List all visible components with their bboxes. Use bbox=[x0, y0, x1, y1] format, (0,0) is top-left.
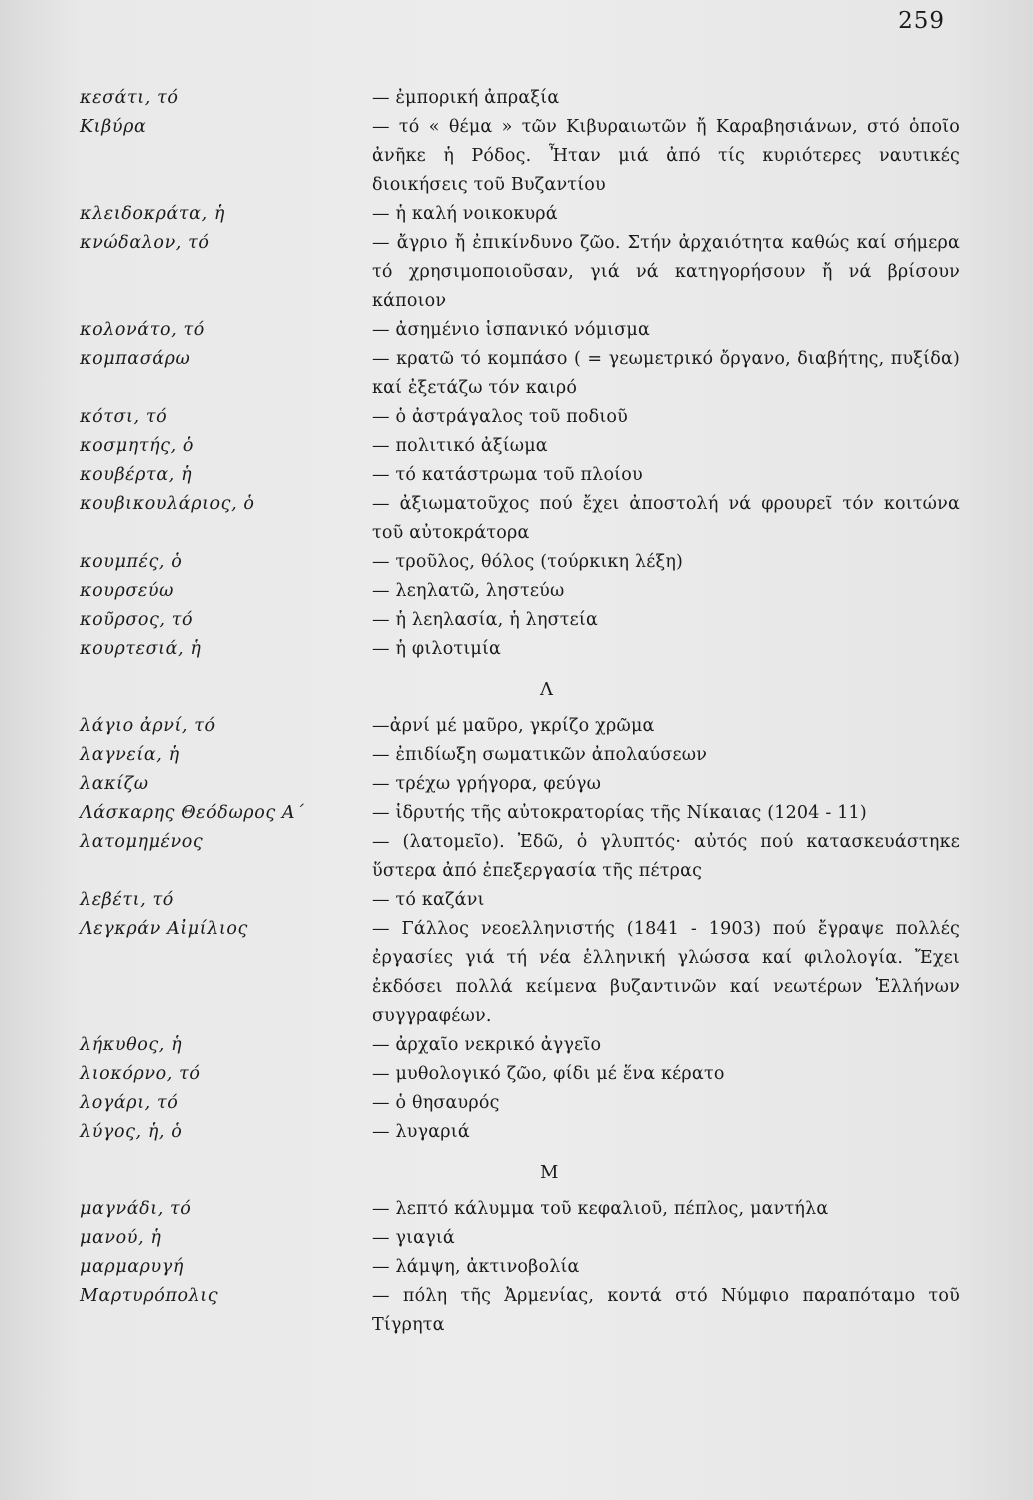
entry-term: κομπασάρω bbox=[80, 349, 191, 369]
entry-definition: — λεηλατῶ, ληστεύω bbox=[372, 581, 565, 601]
entry-definition: — Γάλλος νεοελληνιστής (1841 - 1903) πού ἔγραψε πολλές ἐργασίες γιά τή νέα ἑλληνική γλώσσα καί φιλολογία. Ἔχει ἐκδόσει πολλά κείμενα βυζαντινῶν καί νεωτέρων Ἑλλήνων συγγραφέων. bbox=[372, 919, 960, 1026]
entry-definition: — (λατομεῖο). Ἐδῶ, ὁ γλυπτός· αὐτός πού κατασκευάστηκε ὕστερα ἀπό ἐπεξεργασία τῆς πέτρας bbox=[372, 832, 960, 881]
entry-definition: — λεπτό κάλυμμα τοῦ κεφαλιοῦ, πέπλος, μαντήλα bbox=[372, 1199, 829, 1219]
glossary-entry bbox=[80, 113, 960, 200]
glossary-entry bbox=[80, 712, 960, 741]
glossary-entry bbox=[80, 200, 960, 229]
entry-definition: — ἱδρυτής τῆς αὐτοκρατορίας τῆς Νίκαιας (1204 - 11) bbox=[372, 803, 867, 823]
entry-definition: — πόλη τῆς Ἀρμενίας, κοντά στό Νύμφιο παραπόταμο τοῦ Τίγρητα bbox=[372, 1286, 960, 1335]
entry-definition: — γιαγιά bbox=[372, 1228, 455, 1248]
entry-term: κεσάτι, τό bbox=[80, 88, 179, 108]
page-number: 259 bbox=[898, 8, 945, 34]
entry-term: λαγνεία, ἡ bbox=[80, 745, 180, 765]
entry-term: κουβικουλάριος, ὁ bbox=[80, 494, 255, 514]
glossary-entry bbox=[80, 1224, 960, 1253]
glossary-entry bbox=[80, 84, 960, 113]
glossary-entry bbox=[80, 316, 960, 345]
glossary-entry bbox=[80, 229, 960, 316]
entry-term: λήκυθος, ἡ bbox=[80, 1035, 183, 1055]
entry-term: λεβέτι, τό bbox=[80, 890, 174, 910]
entry-definition: — ἀξιωματοῦχος πού ἔχει ἀποστολή νά φρουρεῖ τόν κοιτώνα τοῦ αὐτοκράτορα bbox=[372, 494, 960, 543]
entry-term: λακίζω bbox=[80, 774, 149, 794]
glossary-entry bbox=[80, 345, 960, 403]
entry-term: κνώδαλον, τό bbox=[80, 233, 210, 253]
entry-term: κότσι, τό bbox=[80, 407, 168, 427]
entry-definition: — ἡ λεηλασία, ἡ ληστεία bbox=[372, 610, 599, 630]
entry-term: κουρσεύω bbox=[80, 581, 174, 601]
glossary-entry bbox=[80, 915, 960, 1031]
entry-definition: — ἡ φιλοτιμία bbox=[372, 639, 502, 659]
glossary-entry bbox=[80, 1195, 960, 1224]
entry-definition: — τροῦλος, θόλος (τούρκικη λέξη) bbox=[372, 552, 684, 572]
entry-term: λιοκόρνο, τό bbox=[80, 1064, 201, 1084]
entry-definition: — κρατῶ τό κομπάσο ( = γεωμετρικό ὄργανο, διαβήτης, πυξίδα) καί ἐξετάζω τόν καιρό bbox=[372, 349, 960, 398]
glossary-entry bbox=[80, 1253, 960, 1282]
glossary-group-lambda bbox=[80, 712, 960, 1147]
entry-definition: — μυθολογικό ζῶο, φίδι μέ ἕνα κέρατο bbox=[372, 1064, 725, 1084]
glossary-entry bbox=[80, 461, 960, 490]
entry-definition: — ἐμπορική ἀπραξία bbox=[372, 88, 560, 108]
entry-definition: — τό κατάστρωμα τοῦ πλοίου bbox=[372, 465, 643, 485]
entry-term: κουβέρτα, ἡ bbox=[80, 465, 193, 485]
glossary-entry bbox=[80, 432, 960, 461]
glossary-entries bbox=[80, 84, 960, 1340]
glossary-entry bbox=[80, 490, 960, 548]
entry-term: μανού, ἡ bbox=[80, 1228, 162, 1248]
entry-definition: — ἐπιδίωξη σωματικῶν ἀπολαύσεων bbox=[372, 745, 708, 765]
entry-definition: —ἀρνί μέ μαῦρο, γκρίζο χρῶμα bbox=[372, 716, 655, 736]
entry-definition: — λάμψη, ἀκτινοβολία bbox=[372, 1257, 580, 1277]
section-letter-mu: Μ bbox=[540, 1162, 559, 1183]
glossary-entry bbox=[80, 1118, 960, 1147]
entry-term: κλειδοκράτα, ἡ bbox=[80, 204, 225, 224]
glossary-group-mu bbox=[80, 1195, 960, 1340]
glossary-entry bbox=[80, 1282, 960, 1340]
entry-term: μαγνάδι, τό bbox=[80, 1199, 192, 1219]
glossary-entry bbox=[80, 635, 960, 664]
entry-term: λύγος, ἡ, ὁ bbox=[80, 1122, 183, 1142]
entry-definition: — πολιτικό ἀξίωμα bbox=[372, 436, 548, 456]
entry-term: κοῦρσος, τό bbox=[80, 610, 194, 630]
entry-term: Λεγκράν Αἰμίλιος bbox=[80, 919, 248, 939]
glossary-entry bbox=[80, 886, 960, 915]
glossary-entry bbox=[80, 770, 960, 799]
glossary-entry bbox=[80, 1060, 960, 1089]
glossary-entry bbox=[80, 606, 960, 635]
entry-definition: — ὁ θησαυρός bbox=[372, 1093, 500, 1113]
entry-definition: — ἀσημένιο ἱσπανικό νόμισμα bbox=[372, 320, 650, 340]
glossary-entry bbox=[80, 799, 960, 828]
glossary-entry bbox=[80, 548, 960, 577]
entry-term: μαρμαρυγή bbox=[80, 1257, 184, 1277]
glossary-group-kappa bbox=[80, 84, 960, 664]
glossary-entry bbox=[80, 741, 960, 770]
glossary-entry bbox=[80, 403, 960, 432]
entry-definition: — ἀρχαῖο νεκρικό ἀγγεῖο bbox=[372, 1035, 602, 1055]
entry-definition: — ὁ ἀστράγαλος τοῦ ποδιοῦ bbox=[372, 407, 629, 427]
entry-term: κουρτεσιά, ἡ bbox=[80, 639, 202, 659]
glossary-entry bbox=[80, 577, 960, 606]
entry-term: λάγιο ἀρνί, τό bbox=[80, 716, 216, 736]
entry-definition: — ἄγριο ἤ ἐπικίνδυνο ζῶο. Στήν ἀρχαιότητα καθώς καί σήμερα τό χρησιμοποιοῦσαν, γιά νά κατηγορήσουν ἤ νά βρίσουν κάποιον bbox=[372, 233, 960, 311]
entry-definition: — ἡ καλή νοικοκυρά bbox=[372, 204, 558, 224]
glossary-entry bbox=[80, 1031, 960, 1060]
entry-definition: — τό καζάνι bbox=[372, 890, 485, 910]
entry-term: λατομημένος bbox=[80, 832, 204, 852]
entry-term: Κιβύρα bbox=[80, 117, 147, 137]
glossary-entry bbox=[80, 1089, 960, 1118]
entry-definition: — τρέχω γρήγορα, φεύγω bbox=[372, 774, 602, 794]
glossary-entry bbox=[80, 828, 960, 886]
entry-definition: — τό « θέμα » τῶν Κιβυραιωτῶν ἤ Καραβησιάνων, στό ὁποῖο ἀνῆκε ἡ Ρόδος. Ἦταν μιά ἀπό τίς κυριότερες ναυτικές διοικήσεις τοῦ Βυζαντίου bbox=[372, 117, 960, 195]
entry-definition: — λυγαριά bbox=[372, 1122, 470, 1142]
entry-term: κολονάτο, τό bbox=[80, 320, 205, 340]
entry-term: κουμπές, ὁ bbox=[80, 552, 183, 572]
entry-term: Μαρτυρόπολις bbox=[80, 1286, 219, 1306]
entry-term: λογάρι, τό bbox=[80, 1093, 179, 1113]
section-letter-lambda: Λ bbox=[540, 679, 553, 700]
entry-term: Λάσκαρης Θεόδωρος Α΄ bbox=[80, 803, 305, 823]
entry-term: κοσμητής, ὁ bbox=[80, 436, 195, 456]
